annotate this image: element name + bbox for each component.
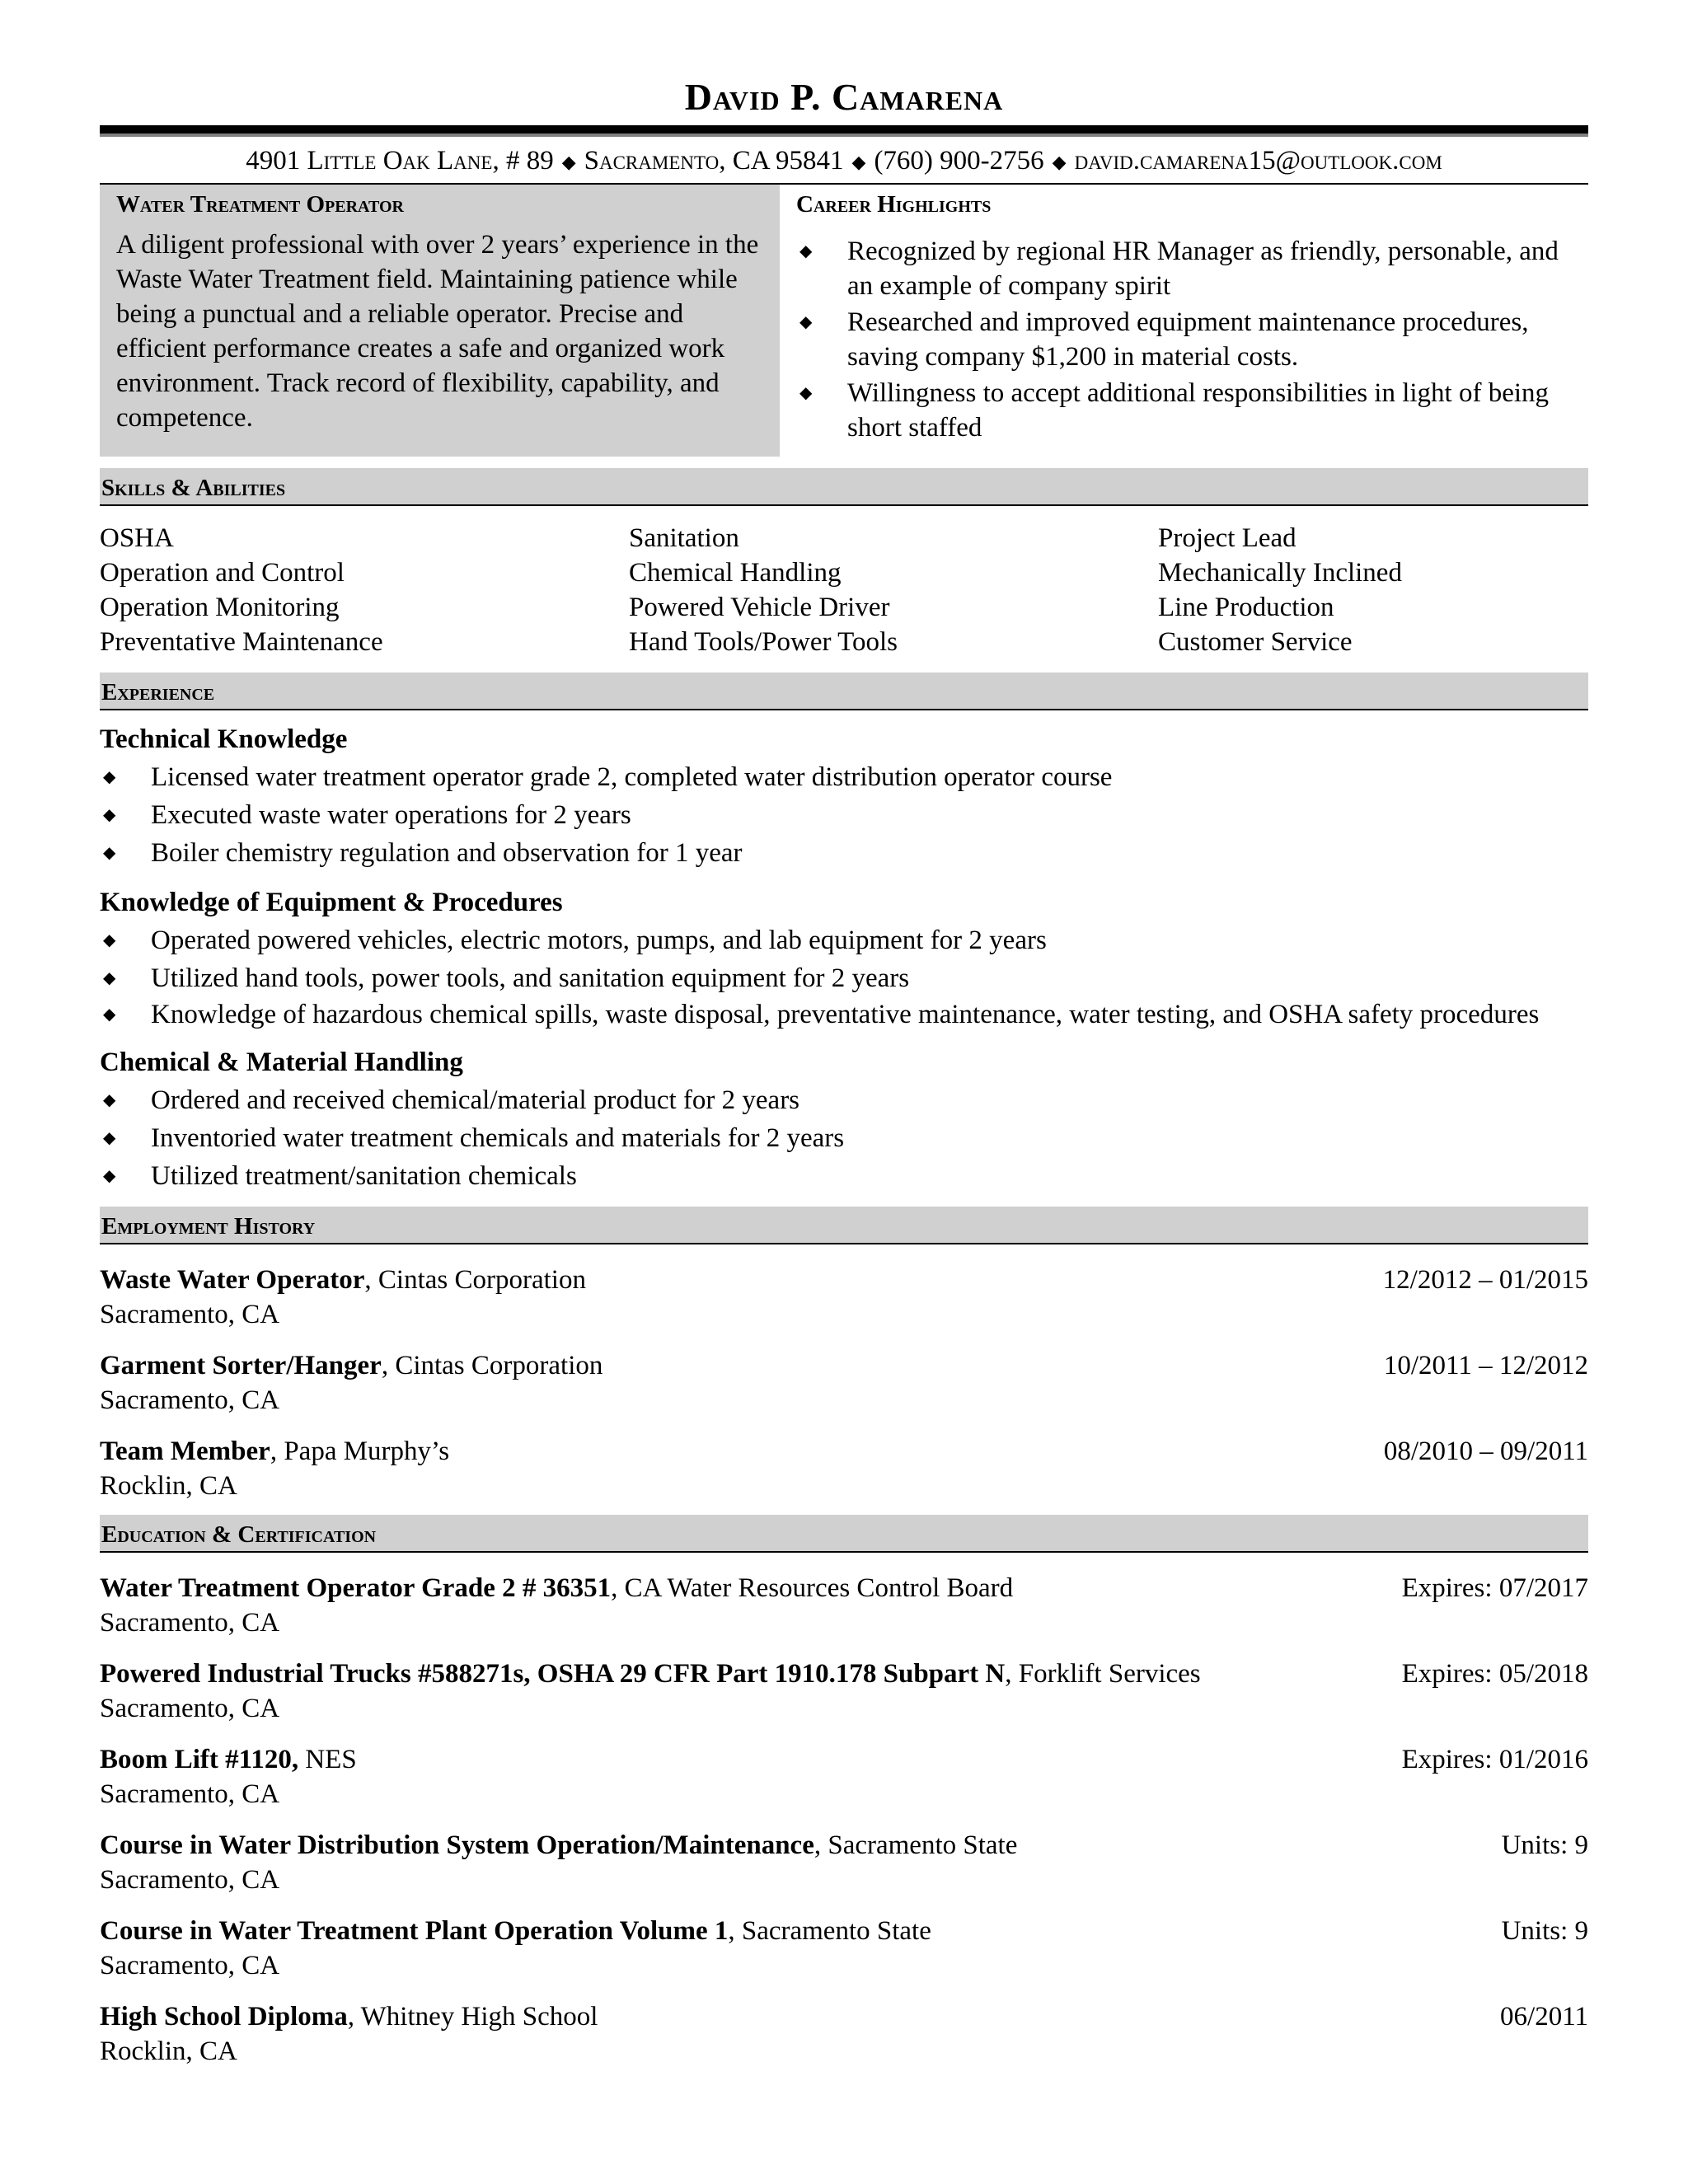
highlights-heading: Career Highlights <box>796 191 992 218</box>
applicant-name: David P. Camarena <box>684 76 1004 118</box>
credential-meta: Units: 9 <box>1501 1830 1588 1860</box>
employment-entry <box>100 1348 1588 1418</box>
skill-item: Sanitation <box>629 523 739 553</box>
experience-group <box>100 1043 1588 1195</box>
summary-box <box>100 185 780 457</box>
list-item: ◆ Utilized hand tools, power tools, and sanitation equipment for 2 years <box>100 959 1588 997</box>
skill-item: Operation and Control <box>100 558 345 588</box>
summary-heading: Water Treatment Operator <box>116 191 404 218</box>
education-entry <box>100 1999 1588 2069</box>
diamond-separator-icon: ◆ <box>851 152 866 173</box>
job-location: Sacramento, CA <box>100 1300 280 1329</box>
education-section <box>100 1553 1588 2069</box>
education-entry <box>100 1828 1588 1897</box>
header-rule-gray <box>100 134 1588 137</box>
summary-text: A diligent professional with over 2 years’ experience in the Waste Water Treatment field. Maintaining patience while being a punctual and a reliable operator. Precise and efficient performance creates a safe and organized work environment. Track record of flexibility, capability, and competence. <box>116 230 759 433</box>
credential-meta: Expires: 01/2016 <box>1401 1745 1588 1774</box>
experience-group-title: Knowledge of Equipment & Procedures <box>100 888 563 917</box>
list-item: ◆ Willingness to accept additional responsibilities in light of being short staffed <box>796 376 1588 445</box>
issuer: , Forklift Services <box>1005 1659 1201 1689</box>
job-dates: 12/2012 – 01/2015 <box>1382 1265 1588 1295</box>
address: 4901 Little Oak Lane, # 89 <box>246 146 554 176</box>
skill-item: Hand Tools/Power Tools <box>629 627 898 657</box>
employer: , Cintas Corporation <box>381 1351 603 1380</box>
credential-title: Boom Lift #1120, <box>100 1745 299 1774</box>
credential-location: Sacramento, CA <box>100 1694 280 1723</box>
resume-content <box>100 73 1588 2085</box>
skill-item: Customer Service <box>1158 627 1353 657</box>
job-title: Waste Water Operator <box>100 1265 365 1295</box>
list-item: ◆ Executed waste water operations for 2 years <box>100 796 1588 834</box>
employment-entry <box>100 1263 1588 1332</box>
credential-title: Water Treatment Operator Grade 2 # 36351 <box>100 1573 612 1603</box>
job-location: Rocklin, CA <box>100 1471 237 1501</box>
experience-group-title: Chemical & Material Handling <box>100 1047 463 1077</box>
issuer: , Sacramento State <box>814 1830 1018 1860</box>
diamond-separator-icon: ◆ <box>1052 152 1067 173</box>
diamond-separator-icon: ◆ <box>561 152 576 173</box>
education-entry <box>100 1571 1588 1640</box>
experience-group <box>100 720 1588 872</box>
job-location: Sacramento, CA <box>100 1385 280 1415</box>
experience-list <box>100 1081 1588 1195</box>
experience-heading: Experience <box>100 673 1588 710</box>
issuer: , CA Water Resources Control Board <box>611 1573 1014 1603</box>
credential-location: Sacramento, CA <box>100 1865 280 1895</box>
credential-title: Powered Industrial Trucks #588271s, OSHA 29 CFR Part 1910.178 Subpart N <box>100 1659 1006 1689</box>
credential-location: Sacramento, CA <box>100 1951 280 1980</box>
skills-heading: Skills & Abilities <box>100 468 1588 506</box>
education-entry <box>100 1742 1588 1811</box>
experience-section <box>100 710 1588 1195</box>
employment-section <box>100 1244 1588 1503</box>
skill-item: Chemical Handling <box>629 558 842 588</box>
job-dates: 10/2011 – 12/2012 <box>1383 1351 1588 1380</box>
email: david.camarena15@outlook.com <box>1074 146 1442 176</box>
experience-list <box>100 758 1588 872</box>
experience-group <box>100 883 1588 1032</box>
career-highlights <box>780 185 1588 457</box>
skill-item: Project Lead <box>1158 523 1296 553</box>
experience-list <box>100 921 1588 1032</box>
header-rule <box>100 125 1588 134</box>
list-item: ◆ Researched and improved equipment maintenance procedures, saving company $1,200 in material costs. <box>796 305 1588 374</box>
skill-item: Line Production <box>1158 593 1334 622</box>
job-title: Garment Sorter/Hanger <box>100 1351 382 1380</box>
list-item: ◆ Utilized treatment/sanitation chemicals <box>100 1157 1588 1195</box>
credential-meta: Units: 9 <box>1501 1916 1588 1946</box>
credential-title: Course in Water Distribution System Operation/Maintenance <box>100 1830 814 1860</box>
credential-meta: 06/2011 <box>1500 2002 1588 2032</box>
skill-item: Powered Vehicle Driver <box>629 593 890 622</box>
education-entry <box>100 1657 1588 1726</box>
list-item: ◆ Ordered and received chemical/material product for 2 years <box>100 1081 1588 1119</box>
summary-row <box>100 183 1588 457</box>
employment-heading: Employment History <box>100 1207 1588 1244</box>
skill-item: Operation Monitoring <box>100 593 340 622</box>
credential-title: High School Diploma <box>100 2002 348 2032</box>
skill-item: Preventative Maintenance <box>100 627 383 657</box>
list-item: ◆ Recognized by regional HR Manager as friendly, personable, and an example of company spirit <box>796 234 1588 303</box>
list-item: ◆ Operated powered vehicles, electric motors, pumps, and lab equipment for 2 years <box>100 921 1588 959</box>
skills-grid <box>100 506 1588 673</box>
list-item: ◆ Inventoried water treatment chemicals and materials for 2 years <box>100 1119 1588 1157</box>
education-entry <box>100 1914 1588 1983</box>
credential-location: Sacramento, CA <box>100 1608 280 1638</box>
list-item: ◆ Knowledge of hazardous chemical spills, waste disposal, preventative maintenance, water testing, and OSHA safety procedures <box>100 997 1588 1032</box>
skill-item: OSHA <box>100 523 174 553</box>
list-item: ◆ Boiler chemistry regulation and observation for 1 year <box>100 834 1588 872</box>
highlights-list <box>796 234 1588 445</box>
issuer: NES <box>298 1745 357 1774</box>
job-title: Team Member <box>100 1436 270 1466</box>
credential-meta: Expires: 05/2018 <box>1401 1659 1588 1689</box>
experience-group-title: Technical Knowledge <box>100 724 348 754</box>
employer: , Papa Murphy’s <box>270 1436 450 1466</box>
list-item: ◆ Licensed water treatment operator grade 2, completed water distribution operator course <box>100 758 1588 796</box>
employer: , Cintas Corporation <box>364 1265 586 1295</box>
education-heading: Education & Certification <box>100 1515 1588 1553</box>
contact-line <box>100 138 1588 183</box>
issuer: , Whitney High School <box>347 2002 598 2032</box>
city: Sacramento, CA 95841 <box>584 146 844 176</box>
job-dates: 08/2010 – 09/2011 <box>1383 1436 1588 1466</box>
issuer: , Sacramento State <box>728 1916 931 1946</box>
skill-item: Mechanically Inclined <box>1158 558 1402 588</box>
employment-entry <box>100 1434 1588 1503</box>
credential-title: Course in Water Treatment Plant Operation Volume 1 <box>100 1916 729 1946</box>
credential-location: Sacramento, CA <box>100 1779 280 1809</box>
credential-meta: Expires: 07/2017 <box>1401 1573 1588 1603</box>
phone: (760) 900-2756 <box>874 146 1044 176</box>
credential-location: Rocklin, CA <box>100 2036 237 2066</box>
